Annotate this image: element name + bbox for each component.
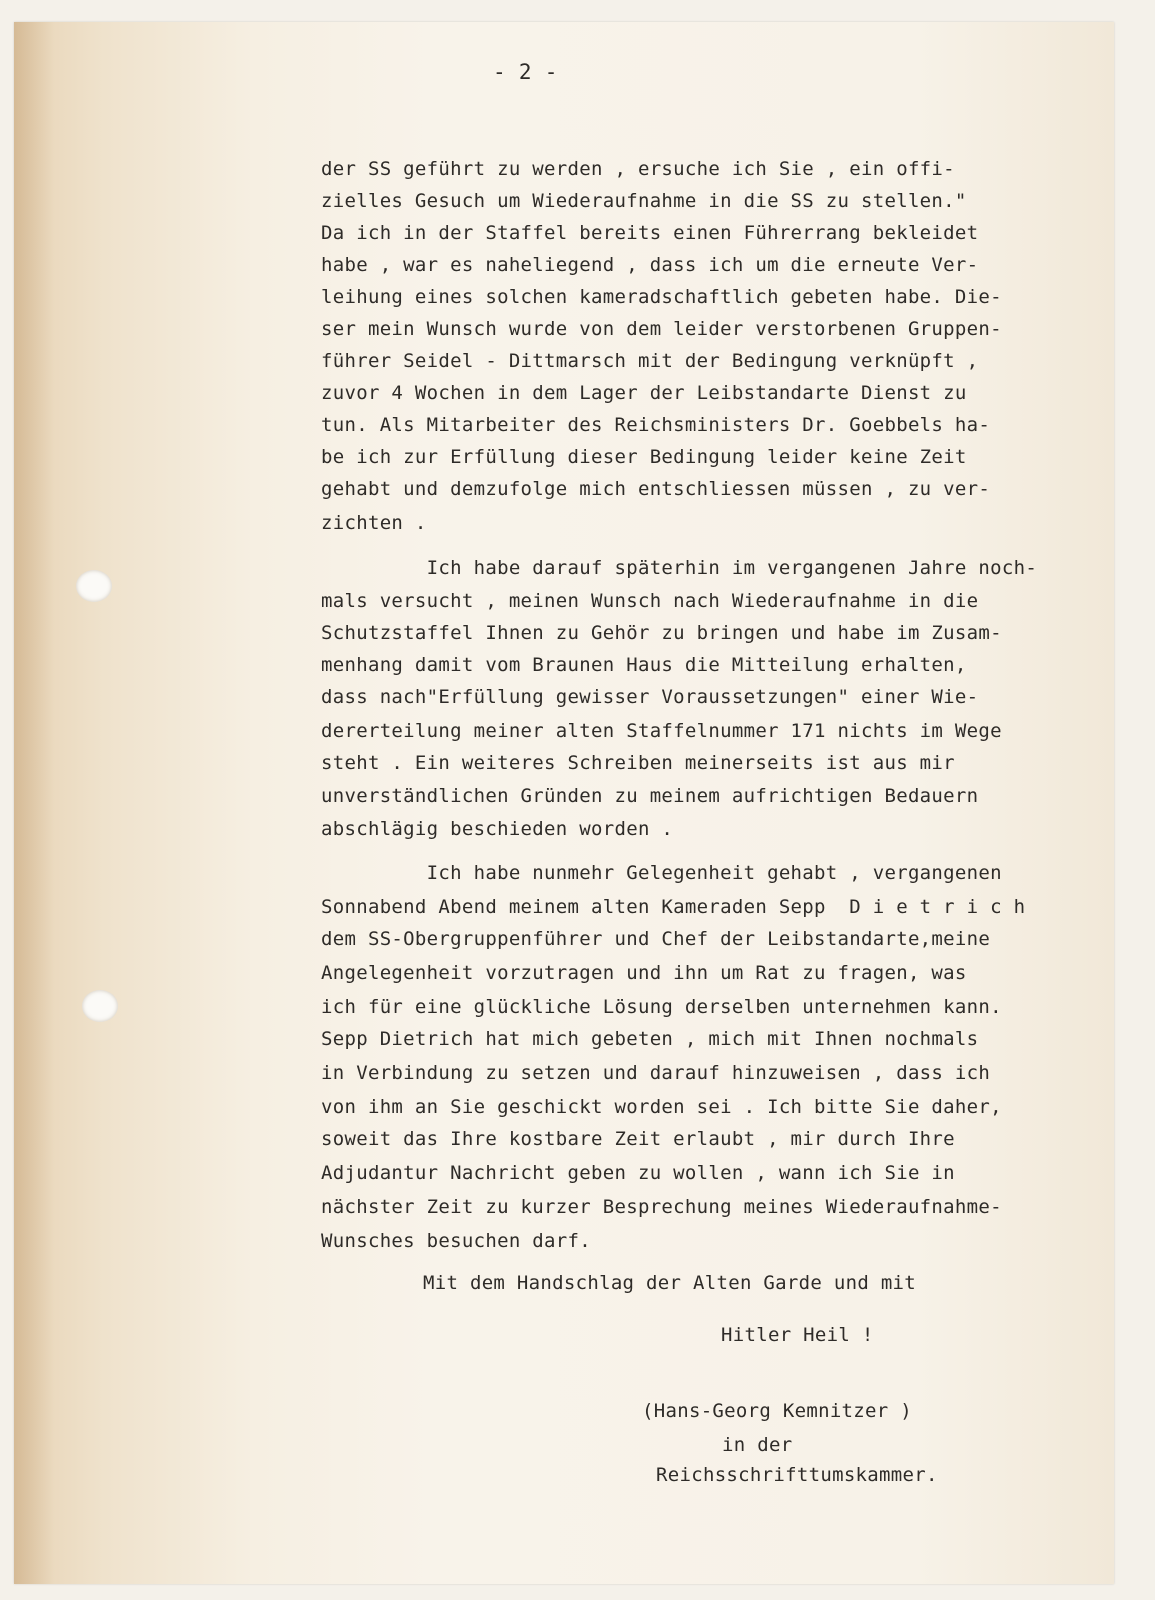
signature-name: (Hans-Georg Kemnitzer ) <box>642 1400 912 1422</box>
text-line: dererteilung meiner alten Staffelnummer 171 nichts im Wege <box>321 720 1002 742</box>
text-line: führer Seidel - Dittmarsch mit der Bedingung verknüpft , <box>321 350 979 372</box>
text-line: dass nach"Erfüllung gewisser Voraussetzungen" einer Wie- <box>321 686 979 708</box>
punch-hole-top <box>76 570 112 602</box>
closing-line: Mit dem Handschlag der Alten Garde und mit <box>423 1272 917 1294</box>
text-line: steht . Ein weiteres Schreiben meinerseits ist aus mir <box>321 752 955 774</box>
page-number: - 2 - <box>493 60 558 84</box>
signature-line3: Reichsschrifttumskammer. <box>656 1464 938 1486</box>
greeting-line: Hitler Heil ! <box>721 1324 874 1346</box>
text-line: zuvor 4 Wochen in dem Lager der Leibstandarte Dienst zu <box>321 382 967 404</box>
text-line: Schutzstaffel Ihnen zu Gehör zu bringen und habe im Zusam- <box>321 622 1002 644</box>
text-line: menhang damit vom Braunen Haus die Mitteilung erhalten, <box>321 654 967 676</box>
text-line: habe , war es naheliegend , dass ich um die erneute Ver- <box>321 254 979 276</box>
text-line: tun. Als Mitarbeiter des Reichsministers Dr. Goebbels ha- <box>321 414 991 436</box>
text-line: zichten . <box>321 512 427 534</box>
text-line: dem SS-Obergruppenführer und Chef der Leibstandarte,meine <box>321 928 991 950</box>
text-line: mals versucht , meinen Wunsch nach Wiederaufnahme in die <box>321 590 979 612</box>
text-line: Sonnabend Abend meinem alten Kameraden Sepp D i e t r i c h <box>321 896 1026 918</box>
text-line: von ihm an Sie geschickt worden sei . Ich bitte Sie daher, <box>321 1096 1002 1118</box>
text-line: der SS geführt zu werden , ersuche ich Sie , ein offi- <box>321 158 955 180</box>
text-line: Sepp Dietrich hat mich gebeten , mich mit Ihnen nochmals <box>321 1028 979 1050</box>
text-line: Angelegenheit vorzutragen und ihn um Rat zu fragen, was <box>321 962 967 984</box>
text-line: zielles Gesuch um Wiederaufnahme in die SS zu stellen." <box>321 190 967 212</box>
signature-line2: in der <box>722 1434 793 1456</box>
text-line: Wunsches besuchen darf. <box>321 1230 591 1252</box>
text-line: ser mein Wunsch wurde von dem leider verstorbenen Gruppen- <box>321 318 1002 340</box>
text-line: Da ich in der Staffel bereits einen Führerrang bekleidet <box>321 222 979 244</box>
text-line: leihung eines solchen kameradschaftlich gebeten habe. Die- <box>321 286 1002 308</box>
text-line: abschlägig beschieden worden . <box>321 818 674 840</box>
text-line: be ich zur Erfüllung dieser Bedingung leider keine Zeit <box>321 446 967 468</box>
text-line: Adjudantur Nachricht geben zu wollen , wann ich Sie in <box>321 1162 955 1184</box>
text-line: Ich habe darauf späterhin im vergangenen Jahre noch- <box>321 557 1038 579</box>
punch-hole-bottom <box>82 990 118 1022</box>
text-line: in Verbindung zu setzen und darauf hinzuweisen , dass ich <box>321 1062 991 1084</box>
text-line: nächster Zeit zu kurzer Besprechung meines Wiederaufnahme- <box>321 1196 1002 1218</box>
text-line: gehabt und demzufolge mich entschliessen müssen , zu ver- <box>321 478 991 500</box>
text-line: Ich habe nunmehr Gelegenheit gehabt , vergangenen <box>321 862 1002 884</box>
text-line: ich für eine glückliche Lösung derselben unternehmen kann. <box>321 996 1002 1018</box>
text-line: unverständlichen Gründen zu meinem aufrichtigen Bedauern <box>321 785 979 807</box>
text-line: soweit das Ihre kostbare Zeit erlaubt , mir durch Ihre <box>321 1128 955 1150</box>
